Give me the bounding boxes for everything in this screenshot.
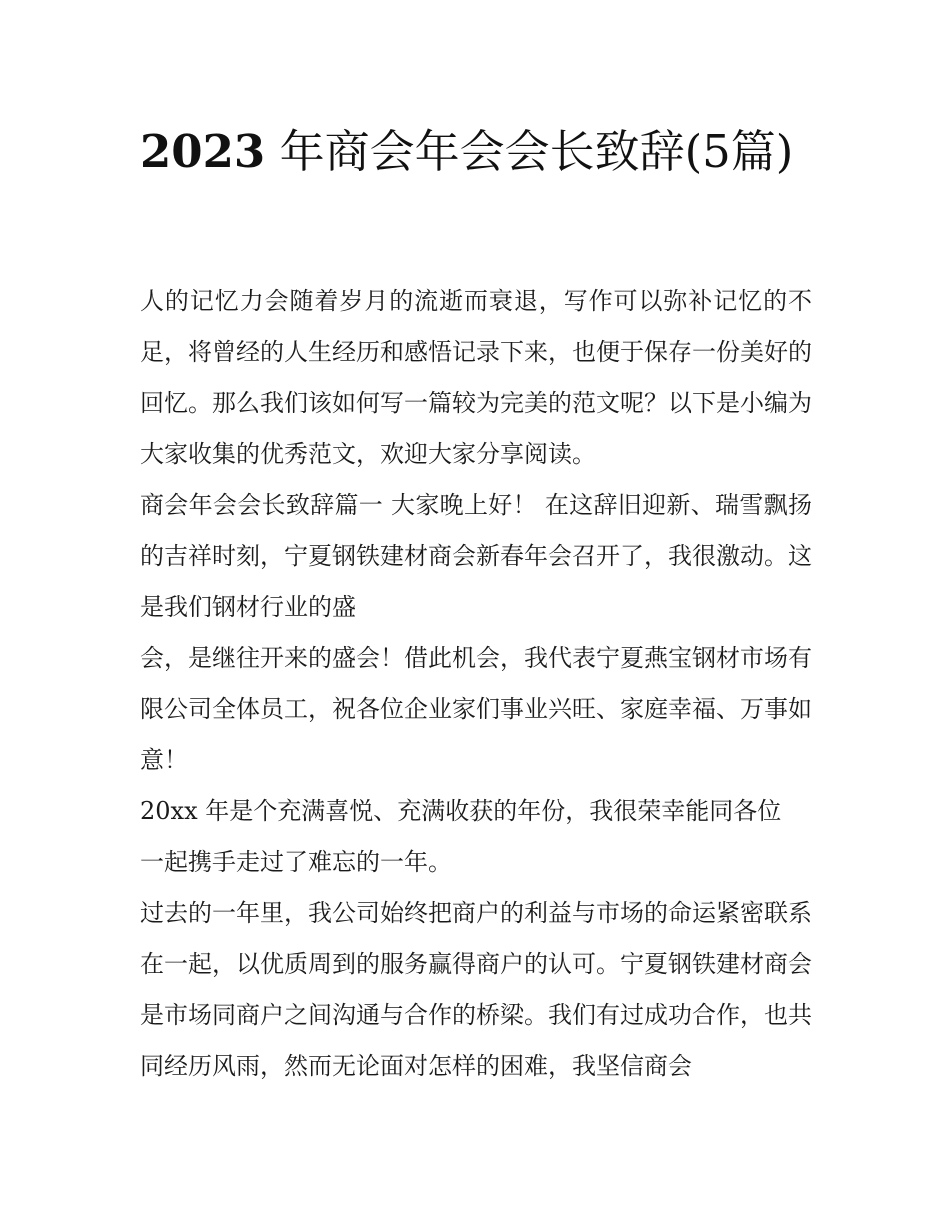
document-title xyxy=(140,120,820,184)
paragraph-year: 20xx 年是个充满喜悦、充满收获的年份，我很荣幸能同各位 xyxy=(140,797,782,825)
paragraph-greeting: 会，是继往开来的盛会！借此机会，我代表宁夏燕宝钢材市场有限公司全体员工，祝各位企业家们事业兴旺、家庭幸福、万事如意！ xyxy=(140,644,812,774)
paragraph-speech-opening: 商会年会会长致辞篇一 大家晚上好！ 在这辞旧迎新、瑞雪飘扬的吉祥时刻，宁夏钢铁建材商会新春年会召开了，我很激动。这是我们钢材行业的盛 xyxy=(140,491,812,621)
paragraph-past-year: 过去的一年里，我公司始终把商户的利益与市场的命运紧密联系在一起，以优质周到的服务赢得商户的认可。宁夏钢铁建材商会是市场同商户之间沟通与合作的桥梁。我们有过成功合作，也共同经历风雨，然而无论面对怎样的困难，我坚信商会 xyxy=(140,899,812,1080)
document-body xyxy=(140,276,812,1092)
title-text: 年商会年会会长致辞(5篇) xyxy=(279,125,794,178)
paragraph-year-continued: 一起携手走过了难忘的一年。 xyxy=(140,848,452,876)
paragraph-intro: 人的记忆力会随着岁月的流逝而衰退，写作可以弥补记忆的不足，将曾经的人生经历和感悟记录下来，也便于保存一份美好的回忆。那么我们该如何写一篇较为完美的范文呢？以下是小编为大家收集的优秀范文，欢迎大家分享阅读。 xyxy=(140,287,812,468)
title-year: 2023 xyxy=(140,125,266,178)
